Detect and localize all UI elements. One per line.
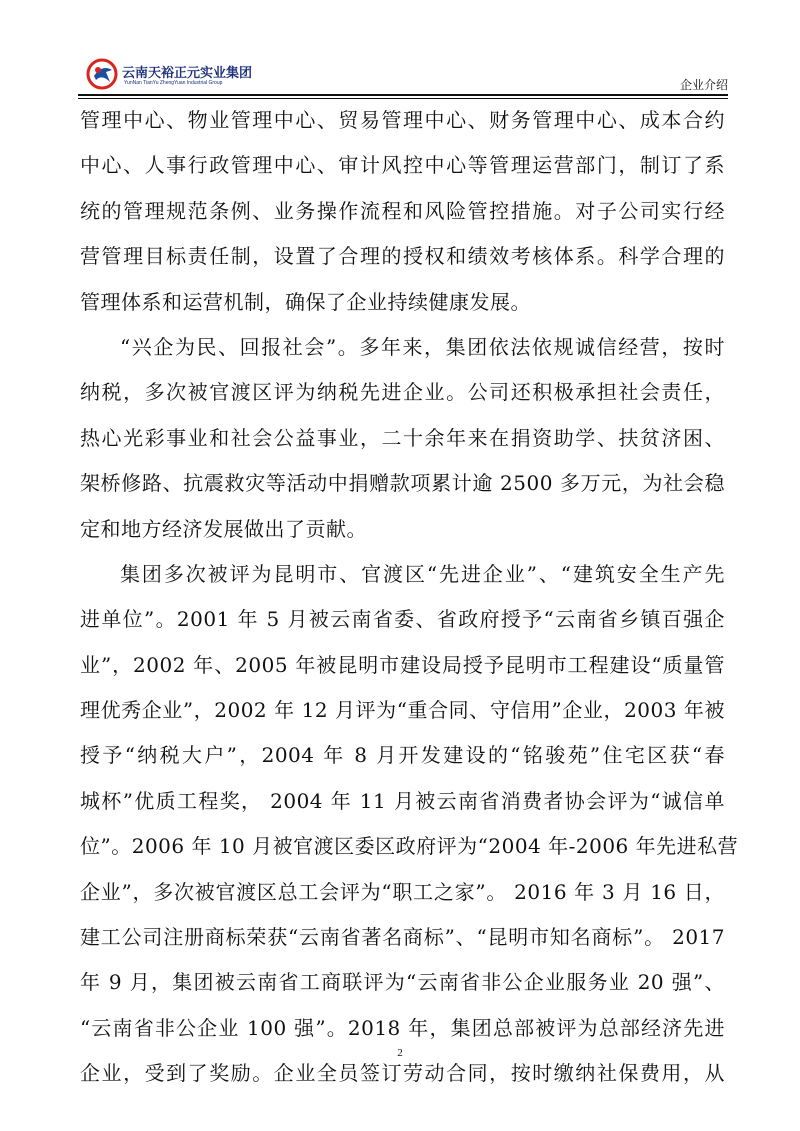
text-line: 架桥修路、抗震救灾等活动中捐赠款项累计逾 2500 多万元，为社会稳 (80, 471, 725, 496)
text-line: 中心、人事行政管理中心、审计风控中心等管理运营部门，制订了系 (80, 153, 725, 178)
text-line: 管理体系和运营机制，确保了企业持续健康发展。 (80, 289, 531, 314)
text-line: 营管理目标责任制，设置了合理的授权和绩效考核体系。科学合理的 (80, 244, 725, 269)
text-line: 建工公司注册商标荣获“云南省著名商标”、“昆明市知名商标”。 2017 (80, 925, 725, 950)
text-line: 定和地方经济发展做出了贡献。 (80, 516, 367, 541)
text-line: “兴企为民、回报社会”。多年来，集团依法依规诚信经营，按时 (120, 334, 725, 359)
text-line: 年 9 月，集团被云南省工商联评为“云南省非公企业服务业 20 强”、 (80, 970, 725, 995)
text-line: 纳税，多次被官渡区评为纳税先进企业。公司还积极承担社会责任， (80, 380, 725, 405)
page-header (78, 50, 728, 98)
text-line: 进单位”。2001 年 5 月被云南省委、省政府授予“云南省乡镇百强企 (80, 607, 725, 632)
paragraph (80, 325, 725, 552)
company-name-en: YunNan TianYu ZhengYuan Industrial Group (124, 80, 223, 86)
text-line: 授予“纳税大户”，2004 年 8 月开发建设的“铭骏苑”住宅区获“春 (80, 743, 725, 768)
text-line: 管理中心、物业管理中心、贸易管理中心、财务管理中心、成本合约 (80, 108, 725, 132)
paragraph (80, 98, 725, 325)
text-line: 业”，2002 年、2005 年被昆明市建设局授予昆明市工程建设“质量管 (80, 652, 725, 677)
text-line: 位”。2006 年 10 月被官渡区委区政府评为“2004 年-2006 年先进私营 (80, 834, 739, 859)
text-line: 企业，受到了奖励。企业全员签订劳动合同，按时缴纳社保费用，从 (80, 1061, 725, 1086)
text-line: 热心光彩事业和社会公益事业，二十余年来在捐资助学、扶贫济困、 (80, 425, 725, 450)
header-rule-thick (78, 94, 728, 96)
text-line: “云南省非公企业 100 强”。2018 年，集团总部被评为总部经济先进 (80, 1015, 725, 1040)
page-number: 2 (397, 1047, 403, 1059)
company-logo-icon (84, 56, 120, 92)
paragraph (80, 552, 739, 1097)
section-title: 企业介绍 (679, 78, 728, 92)
text-line: 企业”，多次被官渡区总工会评为“职工之家”。 2016 年 3 月 16 日， (80, 879, 725, 904)
text-line: 城杯”优质工程奖， 2004 年 11 月被云南省消费者协会评为“诚信单 (80, 788, 725, 813)
text-line: 统的管理规范条例、业务操作流程和风险管控措施。对子公司实行经 (80, 198, 725, 223)
body-text (80, 98, 739, 1097)
text-line: 集团多次被评为昆明市、官渡区“先进企业”、“建筑安全生产先 (120, 561, 725, 586)
company-name: 云南天裕正元实业集团 (122, 66, 253, 81)
text-line: 理优秀企业”，2002 年 12 月评为“重合同、守信用”企业，2003 年被 (80, 698, 725, 723)
